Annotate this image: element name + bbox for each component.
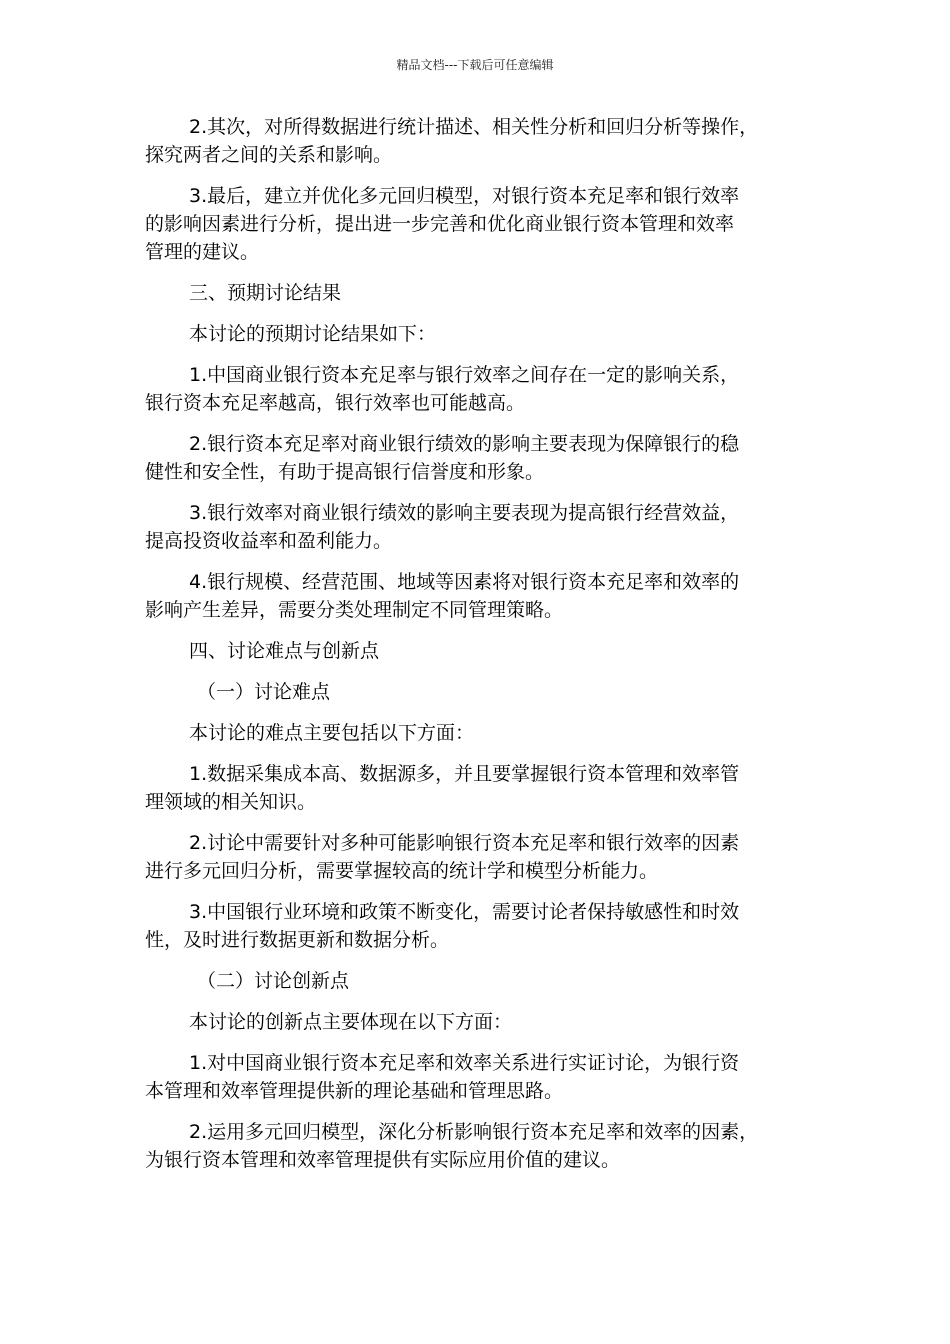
paragraph-line: 本讨论的创新点主要体现在以下方面： [189, 1011, 513, 1033]
paragraph [145, 1008, 805, 1036]
paragraph-line: 1.数据采集成本高、数据源多，并且要掌握银行资本管理和效率管 [189, 763, 740, 785]
paragraph [145, 113, 805, 169]
paragraph [145, 1118, 805, 1174]
paragraph-line: 健性和安全性，有助于提高银行信誉度和形象。 [145, 461, 545, 483]
paragraph [145, 320, 805, 348]
paragraph-line: 三、预期讨论结果 [189, 282, 342, 304]
document-body [145, 113, 805, 1187]
paragraph [145, 967, 805, 995]
paragraph [145, 430, 805, 486]
paragraph-line: 管理的建议。 [145, 241, 260, 263]
page-header: 精品文档---下载后可任意编辑 [396, 58, 554, 72]
paragraph-line: 本讨论的预期讨论结果如下： [189, 323, 437, 345]
paragraph [145, 760, 805, 816]
paragraph [145, 898, 805, 954]
paragraph-line: 为银行资本管理和效率管理提供有实际应用价值的建议。 [145, 1149, 621, 1171]
paragraph-line: 提高投资收益率和盈利能力。 [145, 530, 393, 552]
paragraph-line: 本管理和效率管理提供新的理论基础和管理思路。 [145, 1080, 564, 1102]
paragraph [145, 279, 805, 307]
paragraph-line: 银行资本充足率越高，银行效率也可能越高。 [145, 392, 526, 414]
paragraph [145, 361, 805, 417]
paragraph [145, 1049, 805, 1105]
paragraph [145, 637, 805, 665]
paragraph-line: 1.对中国商业银行资本充足率和效率关系进行实证讨论，为银行资 [189, 1052, 740, 1074]
paragraph-line: 2.其次，对所得数据进行统计描述、相关性分析和回归分析等操作， [189, 116, 759, 138]
paragraph-line: 4.银行规模、经营范围、地域等因素将对银行资本充足率和效率的 [189, 571, 740, 593]
paragraph-line: 探究两者之间的关系和影响。 [145, 144, 393, 166]
paragraph-line: 影响产生差异，需要分类处理制定不同管理策略。 [145, 599, 564, 621]
paragraph-line: 3.中国银行业环境和政策不断变化，需要讨论者保持敏感性和时效 [189, 901, 740, 923]
paragraph [145, 568, 805, 624]
paragraph-line: （二）讨论创新点 [197, 970, 350, 992]
paragraph-line: 2.运用多元回归模型，深化分析影响银行资本充足率和效率的因素， [189, 1121, 759, 1143]
paragraph [145, 678, 805, 706]
paragraph [145, 499, 805, 555]
paragraph-line: 理领域的相关知识。 [145, 791, 317, 813]
paragraph-line: （一）讨论难点 [197, 681, 331, 703]
paragraph [145, 719, 805, 747]
paragraph-line: 1.中国商业银行资本充足率与银行效率之间存在一定的影响关系， [189, 364, 740, 386]
paragraph-line: 进行多元回归分析，需要掌握较高的统计学和模型分析能力。 [145, 860, 659, 882]
paragraph [145, 182, 805, 266]
paragraph-line: 四、讨论难点与创新点 [189, 640, 380, 662]
paragraph-line: 的影响因素进行分析，提出进一步完善和优化商业银行资本管理和效率 [145, 213, 735, 235]
paragraph-line: 2.银行资本充足率对商业银行绩效的影响主要表现为保障银行的稳 [189, 433, 740, 455]
paragraph-line: 2.讨论中需要针对多种可能影响银行资本充足率和银行效率的因素 [189, 832, 740, 854]
paragraph [145, 829, 805, 885]
paragraph-line: 3.最后，建立并优化多元回归模型，对银行资本充足率和银行效率 [189, 185, 740, 207]
paragraph-line: 本讨论的难点主要包括以下方面： [189, 722, 475, 744]
paragraph-line: 性，及时进行数据更新和数据分析。 [145, 929, 450, 951]
paragraph-line: 3.银行效率对商业银行绩效的影响主要表现为提高银行经营效益， [189, 502, 740, 524]
